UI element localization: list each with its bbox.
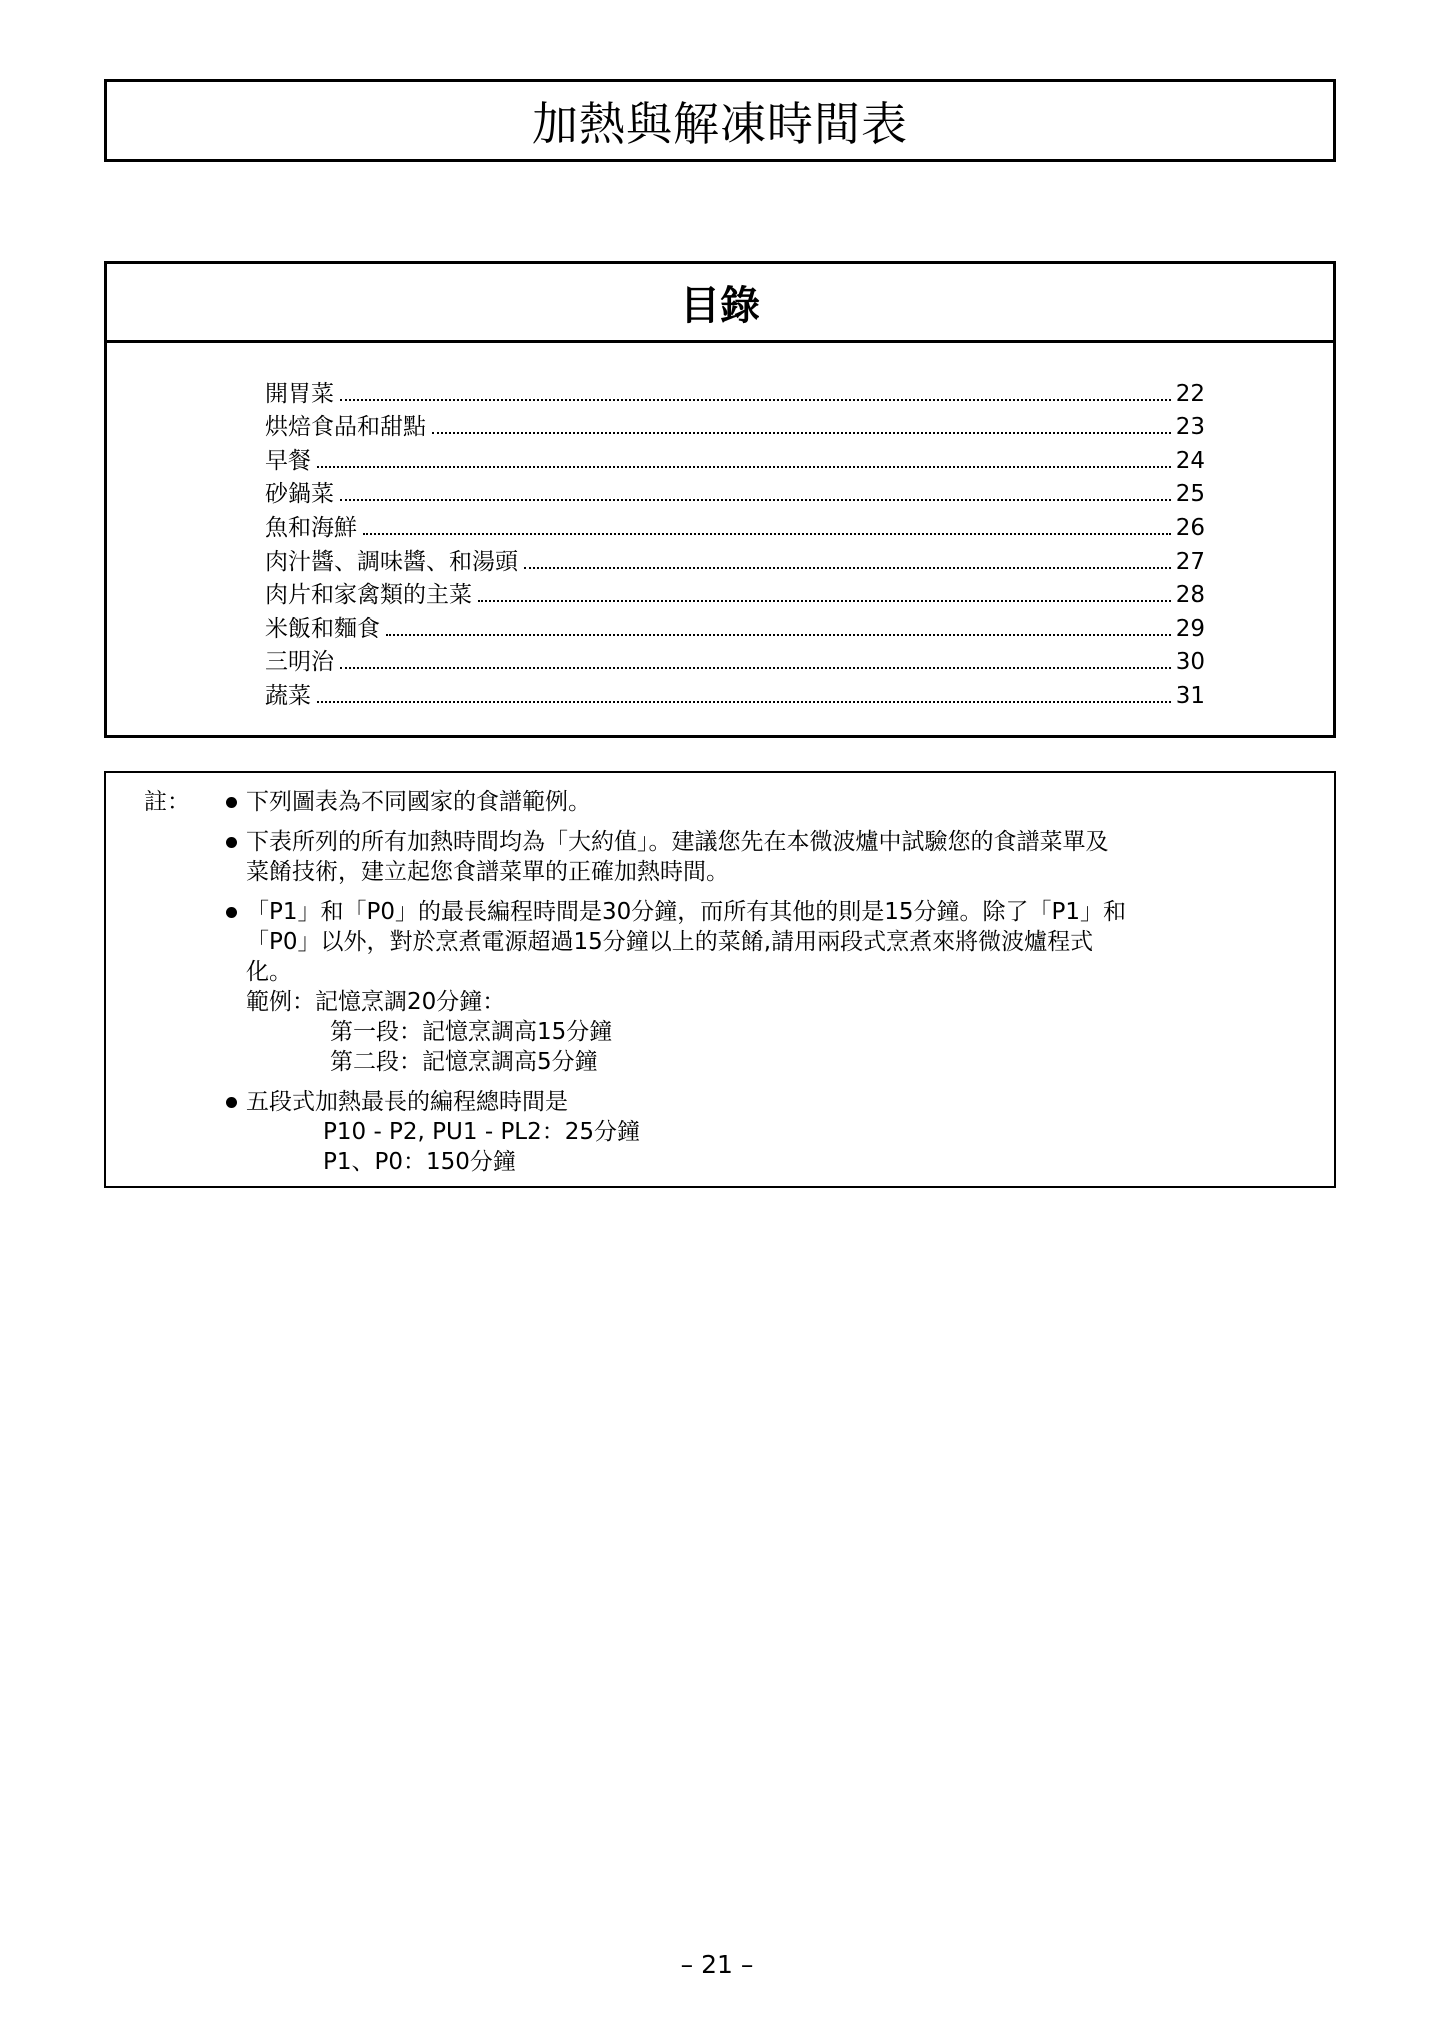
toc-entry-label: 蔬菜 <box>265 682 311 709</box>
bullet-icon <box>226 797 237 808</box>
toc-entry <box>265 408 1205 442</box>
note-item <box>224 827 1304 887</box>
toc-entry-page: 29 <box>1175 615 1205 642</box>
bullet-icon <box>226 837 237 848</box>
note-line: 「P1」和「P0」的最長編程時間是30分鐘，而所有其他的則是15分鐘。除了「P1」和 <box>246 899 1127 925</box>
note-line: 範例：記憶烹調20分鐘： <box>246 989 506 1015</box>
toc-entry <box>265 542 1205 576</box>
note-line: 下表所列的所有加熱時間均為「大約值」。建議您先在本微波爐中試驗您的食譜菜單及 <box>246 829 1109 855</box>
note-item <box>224 787 1304 817</box>
page-number: – 21 – <box>680 1950 754 1979</box>
note-item <box>224 897 1304 1077</box>
toc-dot-leader <box>340 399 1171 401</box>
toc-entry-page: 23 <box>1175 414 1205 441</box>
toc-entry-page: 24 <box>1175 447 1205 474</box>
toc-entry <box>265 576 1205 610</box>
note-line: 下列圖表為不同國家的食譜範例。 <box>246 789 591 815</box>
toc-dot-leader <box>340 499 1171 501</box>
toc-list <box>265 374 1205 710</box>
note-subline: 第二段：記憶烹調高5分鐘 <box>330 1049 598 1075</box>
note-line: 五段式加熱最長的編程總時間是 <box>246 1089 568 1115</box>
note-line: 化。 <box>246 959 292 985</box>
page-title: 加熱與解凍時間表 <box>532 96 908 151</box>
page-title-box <box>104 79 1336 162</box>
toc-entry-page: 26 <box>1175 514 1205 541</box>
toc-entry-page: 27 <box>1175 548 1205 575</box>
toc-dot-leader <box>386 634 1171 636</box>
toc-entry-label: 魚和海鮮 <box>265 514 357 541</box>
toc-entry <box>265 508 1205 542</box>
toc-entry-label: 烘焙食品和甜點 <box>265 414 426 441</box>
toc-entry <box>265 676 1205 710</box>
toc-entry-label: 早餐 <box>265 447 311 474</box>
toc-dot-leader <box>524 567 1171 569</box>
toc-heading: 目錄 <box>680 282 760 329</box>
toc-entry <box>265 441 1205 475</box>
toc-dot-leader <box>478 600 1171 602</box>
note-line: 「P0」以外，對於烹煮電源超過15分鐘以上的菜餚,請用兩段式烹煮來將微波爐程式 <box>246 929 1094 955</box>
note-subline: P1、P0：150分鐘 <box>323 1149 516 1175</box>
toc-dot-leader <box>363 533 1171 535</box>
toc-entry-label: 砂鍋菜 <box>265 481 334 508</box>
table-of-contents <box>104 261 1336 738</box>
toc-dot-leader <box>317 701 1171 703</box>
toc-entry-page: 30 <box>1175 649 1205 676</box>
note-subline: P10 - P2, PU1 - PL2：25分鐘 <box>323 1119 641 1145</box>
toc-entry-page: 31 <box>1175 682 1205 709</box>
note-subline: 第一段：記憶烹調高15分鐘 <box>330 1019 613 1045</box>
toc-entry <box>265 374 1205 408</box>
toc-dot-leader <box>317 466 1171 468</box>
note-item <box>224 1087 1304 1177</box>
bullet-icon <box>226 907 237 918</box>
toc-entry-label: 肉汁醬、調味醬、和湯頭 <box>265 548 518 575</box>
toc-entry-page: 25 <box>1175 481 1205 508</box>
note-line: 菜餚技術，建立起您食譜菜單的正確加熱時間。 <box>246 859 729 885</box>
toc-heading-bar <box>107 264 1333 343</box>
notes-list <box>224 787 1304 1187</box>
toc-entry-page: 22 <box>1175 380 1205 407</box>
toc-entry-label: 開胃菜 <box>265 380 334 407</box>
toc-entry-label: 肉片和家禽類的主菜 <box>265 582 472 609</box>
toc-dot-leader <box>432 432 1171 434</box>
toc-entry <box>265 475 1205 509</box>
toc-entry-page: 28 <box>1175 582 1205 609</box>
toc-entry <box>265 609 1205 643</box>
bullet-icon <box>226 1097 237 1108</box>
toc-entry <box>265 643 1205 677</box>
notes-label: 註： <box>144 789 190 815</box>
toc-entry-label: 米飯和麵食 <box>265 615 380 642</box>
notes-box <box>104 771 1336 1188</box>
toc-dot-leader <box>340 667 1171 669</box>
toc-entry-label: 三明治 <box>265 649 334 676</box>
